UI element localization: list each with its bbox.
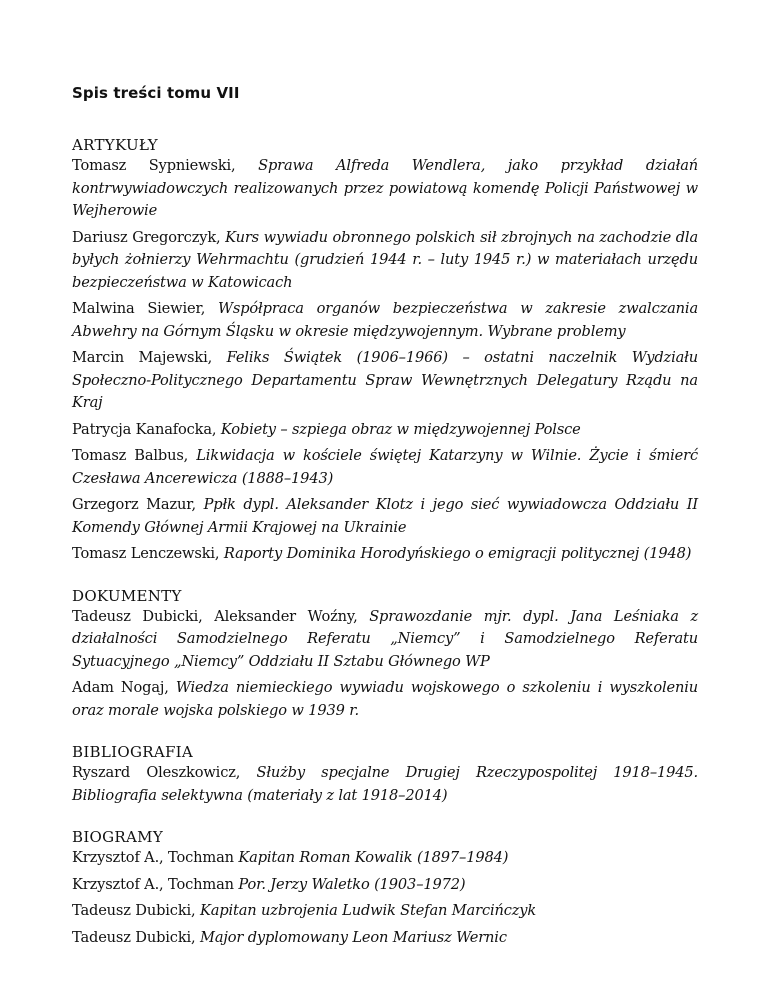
section-heading: BIOGRAMY: [72, 828, 164, 846]
table-of-contents: [72, 84, 698, 970]
entry-title: Współpraca organów bezpieczeństwa w zakresie zwalczania Abwehry na Górnym Śląsku w okresie międzywojennym. Wybrane problemy: [72, 300, 698, 340]
entry-authors: Tadeusz Dubicki,: [72, 928, 196, 946]
entry-title: Służby specjalne Drugiej Rzeczypospolitej 1918–1945. Bibliografia selektywna (materiały z lat 1918–2014): [72, 764, 698, 804]
toc-entry: [72, 847, 698, 870]
entry-authors: Dariusz Gregorczyk,: [72, 228, 221, 246]
entry-authors: Tomasz Balbus,: [72, 447, 189, 464]
entry-authors: Grzegorz Mazur,: [72, 496, 196, 513]
toc-entry: [72, 677, 698, 722]
toc-entry: [72, 445, 698, 490]
section-heading: ARTYKUŁY: [72, 136, 158, 154]
entry-title: Kapitan uzbrojenia Ludwik Stefan Marcińczyk: [200, 902, 537, 919]
entry-title: Feliks Świątek (1906–1966) – ostatni naczelnik Wydziału Społeczno-Politycznego Departamentu Spraw Wewnętrznych Delegatury Rządu na Kraj: [72, 349, 698, 411]
toc-entry: [72, 762, 698, 807]
entry-authors: Krzysztof A., Tochman: [72, 849, 234, 866]
toc-entry: [72, 927, 698, 950]
toc-entry: [72, 227, 698, 295]
entry-title: Wiedza niemieckiego wywiadu wojskowego o szkoleniu i wyszkoleniu oraz morale wojska polskiego w 1939 r.: [72, 679, 699, 719]
section-heading: BIBLIOGRAFIA: [72, 743, 194, 761]
entry-title: Likwidacja w kościele świętej Katarzyny w Wilnie. Życie i śmierć Czesława Ancerewicza (1888–1943): [72, 447, 698, 487]
toc-entry: [72, 900, 698, 923]
entry-title: Sprawozdanie mjr. dypl. Jana Leśniaka z działalności Samodzielnego Referatu „Niemcy” i Samodzielnego Referatu Sytuacyjnego „Niemcy” Oddziału II Sztabu Głównego WP: [72, 607, 698, 670]
entry-title: Raporty Dominika Horodyńskiego o emigracji politycznej (1948): [223, 545, 692, 562]
entry-title: Major dyplomowany Leon Mariusz Wernic: [200, 928, 507, 946]
entry-authors: Ryszard Oleszkowicz,: [72, 764, 241, 781]
entry-title: Por. Jerzy Waletko (1903–1972): [238, 875, 466, 893]
entry-title: Kobiety – szpiega obraz w międzywojennej Polsce: [220, 420, 581, 438]
entry-title: Kurs wywiadu obronnego polskich sił zbrojnych na zachodzie dla byłych żołnierzy Wehrmachtu (grudzień 1944 r. – luty 1945 r.) w materiałach urzędu bezpieczeństwa w Katowicach: [72, 228, 698, 291]
toc-entry: [72, 419, 698, 442]
entry-authors: Marcin Majewski,: [72, 349, 213, 366]
section-heading: DOKUMENTY: [72, 586, 182, 605]
entry-authors: Tadeusz Dubicki,: [72, 902, 196, 919]
entry-title: Sprawa Alfreda Wendlera, jako przykład działań kontrwywiadowczych realizowanych przez powiatową komendę Policji Państwowej w Wejherowie: [72, 157, 698, 219]
section-artykuly: [72, 136, 698, 566]
entry-authors: Tomasz Sypniewski,: [72, 157, 236, 174]
section-bibliografia: [72, 743, 698, 807]
toc-entry: [72, 494, 698, 539]
entry-title: Kapitan Roman Kowalik (1897–1984): [238, 849, 509, 866]
toc-entry: [72, 874, 698, 897]
entry-authors: Adam Nogaj,: [72, 679, 169, 696]
entry-authors: Tadeusz Dubicki, Aleksander Woźny,: [72, 607, 358, 625]
toc-entry: [72, 543, 698, 566]
toc-entry: [72, 347, 698, 415]
toc-entry: [72, 155, 698, 223]
entry-authors: Krzysztof A., Tochman: [72, 875, 234, 893]
page-title: Spis treści tomu VII: [72, 84, 240, 102]
entry-authors: Tomasz Lenczewski,: [72, 545, 220, 562]
section-dokumenty: [72, 587, 698, 723]
entry-authors: Malwina Siewier,: [72, 300, 206, 317]
section-biogramy: [72, 828, 698, 949]
toc-entry: [72, 298, 698, 343]
entry-authors: Patrycja Kanafocka,: [72, 420, 217, 438]
entry-title: Ppłk dypl. Aleksander Klotz i jego sieć wywiadowcza Oddziału II Komendy Głównej Armii Krajowej na Ukrainie: [72, 496, 698, 536]
toc-entry: [72, 606, 698, 674]
